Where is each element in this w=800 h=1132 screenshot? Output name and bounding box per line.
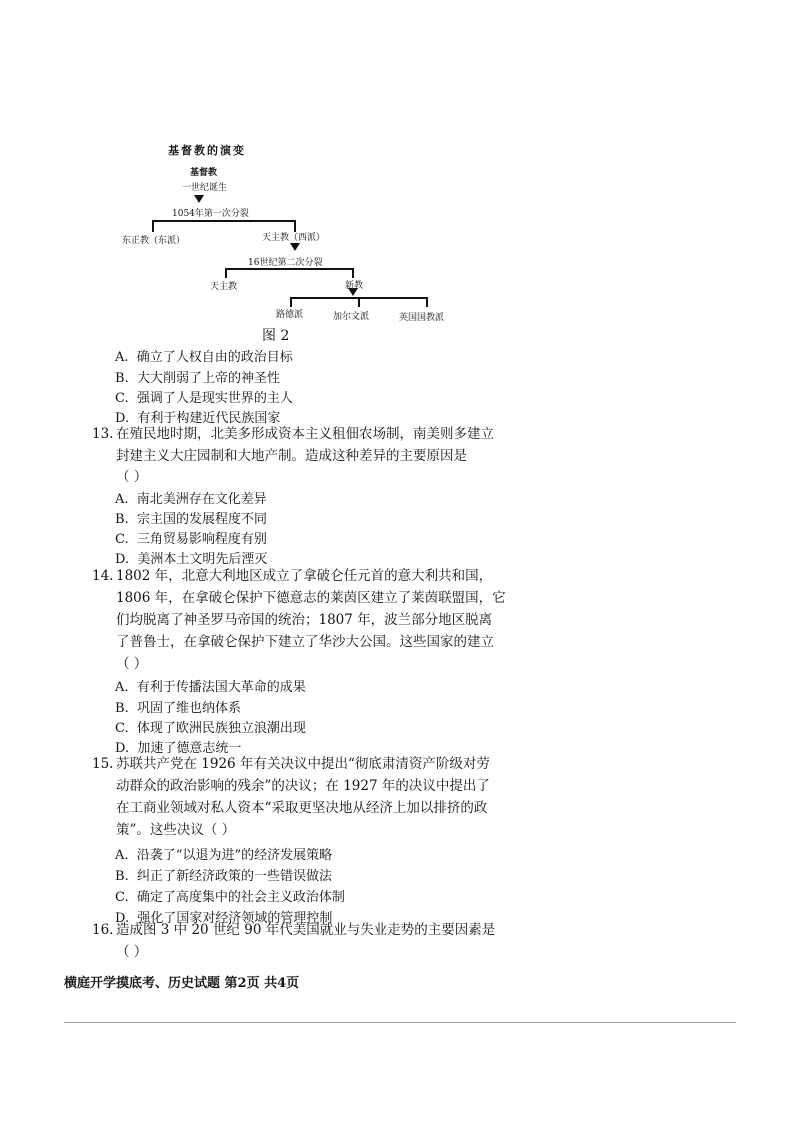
q15-stem-line: 策”。这些决议（ ） bbox=[116, 822, 236, 838]
q14-option-a: A. 有利于传播法国大革命的成果 bbox=[115, 680, 306, 695]
q13-answer-bracket: （ ） bbox=[116, 469, 148, 485]
diagram-connector bbox=[352, 268, 354, 278]
q13-option-b: B. 宗主国的发展程度不同 bbox=[115, 512, 267, 527]
q13-number: 13. bbox=[92, 426, 114, 442]
q15-stem-line: 苏联共产党在 1926 年有关决议中提出“彻底肃清资产阶级对劳 bbox=[116, 756, 490, 772]
page-footer: 横庭开学摸底考、历史试题 第2页 共4页 bbox=[64, 976, 300, 991]
diagram-sub-lutheran: 路德派 bbox=[276, 310, 304, 320]
diagram-branch-catholic: 天主教 bbox=[210, 282, 238, 292]
q15-stem-line: 动群众的政治影响的残余”的决议；在 1927 年的决议中提出了 bbox=[116, 778, 490, 794]
q16-number: 16. bbox=[92, 922, 114, 938]
diagram-connector bbox=[225, 268, 354, 270]
diagram-sub-calvin: 加尔文派 bbox=[333, 312, 370, 322]
q15-option-b: B. 纠正了新经济政策的一些错误做法 bbox=[115, 869, 332, 884]
q14-option-c: C. 体现了欧洲民族独立浪潮出现 bbox=[115, 721, 306, 736]
diagram-connector bbox=[290, 297, 292, 307]
arrow-down-icon bbox=[194, 195, 204, 203]
q14-stem-line: 1802 年，北意大利地区成立了拿破仑任元首的意大利共和国， bbox=[116, 568, 493, 584]
diagram-connector bbox=[152, 220, 296, 222]
q15-stem-line: 在工商业领域对私人资本“采取更坚决地从经济上加以排挤的政 bbox=[116, 800, 488, 816]
diagram-root: 基督教 bbox=[190, 168, 218, 178]
diagram-branch-east: 东正教（东派） bbox=[122, 236, 186, 246]
q14-answer-bracket: （ ） bbox=[116, 656, 148, 672]
q13-option-c: C. 三角贸易影响程度有别 bbox=[115, 532, 267, 547]
q13-stem-line: 在殖民地时期，北美多形成资本主义租佃农场制，南美则多建立 bbox=[116, 426, 494, 442]
q13-stem-line: 封建主义大庄园制和大地产制。造成这种差异的主要原因是 bbox=[116, 448, 467, 464]
q14-stem-line: 1806 年，在拿破仑保护下德意志的莱茵区建立了莱茵联盟国，它 bbox=[116, 590, 506, 606]
diagram-connector bbox=[225, 268, 227, 278]
arrow-down-icon bbox=[348, 288, 358, 296]
arrow-down-icon bbox=[290, 243, 300, 251]
q14-stem-line: 们均脱离了神圣罗马帝国的统治；1807 年，波兰部分地区脱离 bbox=[116, 612, 493, 628]
bottom-rule bbox=[64, 1022, 736, 1023]
diagram-connector bbox=[426, 297, 428, 307]
diagram-root-note: 一世纪诞生 bbox=[182, 183, 228, 193]
q12-option-c: C. 强调了人是现实世界的主人 bbox=[115, 391, 293, 406]
diagram-split1: 1054年第一次分裂 bbox=[172, 209, 249, 219]
q15-number: 15. bbox=[92, 756, 114, 772]
diagram-sub-anglican: 英国国教派 bbox=[399, 313, 445, 323]
diagram-connector bbox=[152, 220, 154, 232]
q13-option-a: A. 南北美洲存在文化差异 bbox=[115, 492, 267, 507]
q12-option-b: B. 大大削弱了上帝的神圣性 bbox=[115, 371, 280, 386]
q13-option-d: D. 美洲本土文明先后湮灭 bbox=[115, 552, 268, 567]
q16-stem-line: 造成图 3 中 20 世纪 90 年代美国就业与失业走势的主要因素是 bbox=[116, 922, 496, 938]
diagram-connector bbox=[358, 297, 360, 307]
q12-option-a: A. 确立了人权自由的政治目标 bbox=[115, 350, 293, 365]
q16-answer-bracket: （ ） bbox=[116, 944, 148, 960]
q14-option-d: D. 加速了德意志统一 bbox=[115, 741, 242, 756]
q15-option-d: D. 强化了国家对经济领域的管理控制 bbox=[115, 911, 333, 926]
q15-option-c: C. 确定了高度集中的社会主义政治体制 bbox=[115, 890, 345, 905]
figure-caption: 图 2 bbox=[262, 328, 290, 344]
q15-option-a: A. 沿袭了“以退为进”的经济发展策略 bbox=[115, 848, 333, 863]
diagram-branch-west: 天主教（西派） bbox=[262, 233, 326, 243]
q14-option-b: B. 巩固了维也纳体系 bbox=[115, 701, 241, 716]
q12-option-d: D. 有利于构建近代民族国家 bbox=[115, 411, 281, 426]
diagram-title: 基督教的演变 bbox=[168, 144, 246, 157]
diagram-branch-protestant: 新教 bbox=[345, 281, 364, 291]
diagram-split2: 16世纪第二次分裂 bbox=[248, 258, 323, 268]
q14-number: 14. bbox=[92, 568, 114, 584]
q14-stem-line: 了普鲁士，在拿破仑保护下建立了华沙大公国。这些国家的建立 bbox=[116, 634, 494, 650]
